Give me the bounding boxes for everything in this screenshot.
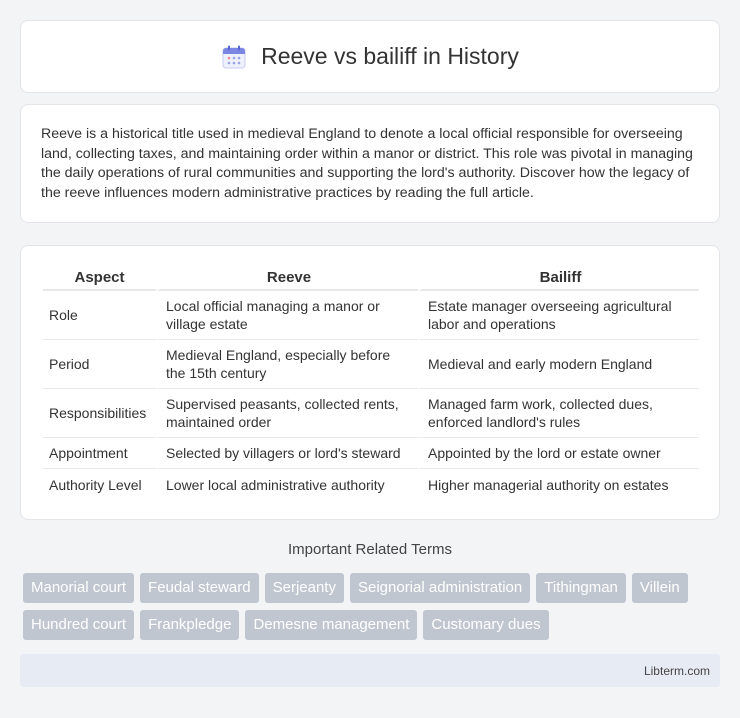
- table-row: [43, 438, 699, 469]
- related-term-tag[interactable]: Demesne management: [245, 610, 417, 640]
- header-aspect: Aspect: [43, 266, 156, 291]
- table-cell: Local official managing a manor or village estate: [156, 291, 418, 340]
- table-cell: Appointment: [43, 438, 156, 469]
- related-term-tag[interactable]: Seignorial administration: [350, 573, 530, 603]
- related-term-tag[interactable]: Hundred court: [23, 610, 134, 640]
- title-wrap: [221, 43, 519, 70]
- calendar-icon: [221, 44, 247, 70]
- related-term-tag[interactable]: Tithingman: [536, 573, 626, 603]
- related-term-tag[interactable]: Manorial court: [23, 573, 134, 603]
- table-cell: Estate manager overseeing agricultural labor and operations: [418, 291, 699, 340]
- header-reeve: Reeve: [156, 266, 418, 291]
- comparison-table: [43, 266, 699, 500]
- table-cell: Appointed by the lord or estate owner: [418, 438, 699, 469]
- table-cell: Authority Level: [49, 476, 142, 493]
- table-cell: Higher managerial authority on estates: [418, 469, 699, 500]
- table-row: [43, 340, 699, 389]
- related-term-tag[interactable]: Feudal steward: [140, 573, 259, 603]
- table-header-row: [43, 266, 699, 291]
- table-row: [43, 469, 699, 500]
- related-terms-list: [23, 573, 723, 640]
- table-cell: Period: [43, 340, 156, 389]
- intro-card: [20, 104, 720, 223]
- related-term-tag[interactable]: Serjeanty: [265, 573, 344, 603]
- header-card: [20, 20, 720, 93]
- comparison-card: [20, 245, 720, 520]
- table-cell: Responsibilities: [43, 389, 156, 438]
- table-cell: Managed farm work, collected dues, enforced landlord's rules: [418, 389, 699, 438]
- table-cell: Supervised peasants, collected rents, maintained order: [156, 389, 418, 438]
- table-cell: Medieval England, especially before the 15th century: [156, 340, 418, 389]
- related-terms-title: Important Related Terms: [288, 541, 452, 558]
- related-term-tag[interactable]: Frankpledge: [140, 610, 239, 640]
- related-term-tag[interactable]: Villein: [632, 573, 688, 603]
- footer: [20, 654, 720, 687]
- table-row: [43, 291, 699, 340]
- intro-text: Reeve is a historical title used in medieval England to denote a local official responsible for overseeing land, collecting taxes, and maintaining order within a manor or district. This role was pivotal in managing the daily operations of rural communities and supporting the lord's authority. Discover how the legacy of the reeve influences modern administrative practices by reading the full article.: [41, 126, 693, 201]
- table-cell: Lower local administrative authority: [156, 469, 418, 500]
- table-row: [43, 389, 699, 438]
- page-title: Reeve vs bailiff in History: [261, 43, 519, 69]
- table-cell: Selected by villagers or lord's steward: [156, 438, 418, 469]
- related-term-tag[interactable]: Customary dues: [423, 610, 548, 640]
- header-bailiff: Bailiff: [418, 266, 699, 291]
- table-cell: Medieval and early modern England: [418, 340, 699, 389]
- footer-site-link[interactable]: Libterm.com: [643, 663, 710, 678]
- table-cell: Role: [43, 291, 156, 340]
